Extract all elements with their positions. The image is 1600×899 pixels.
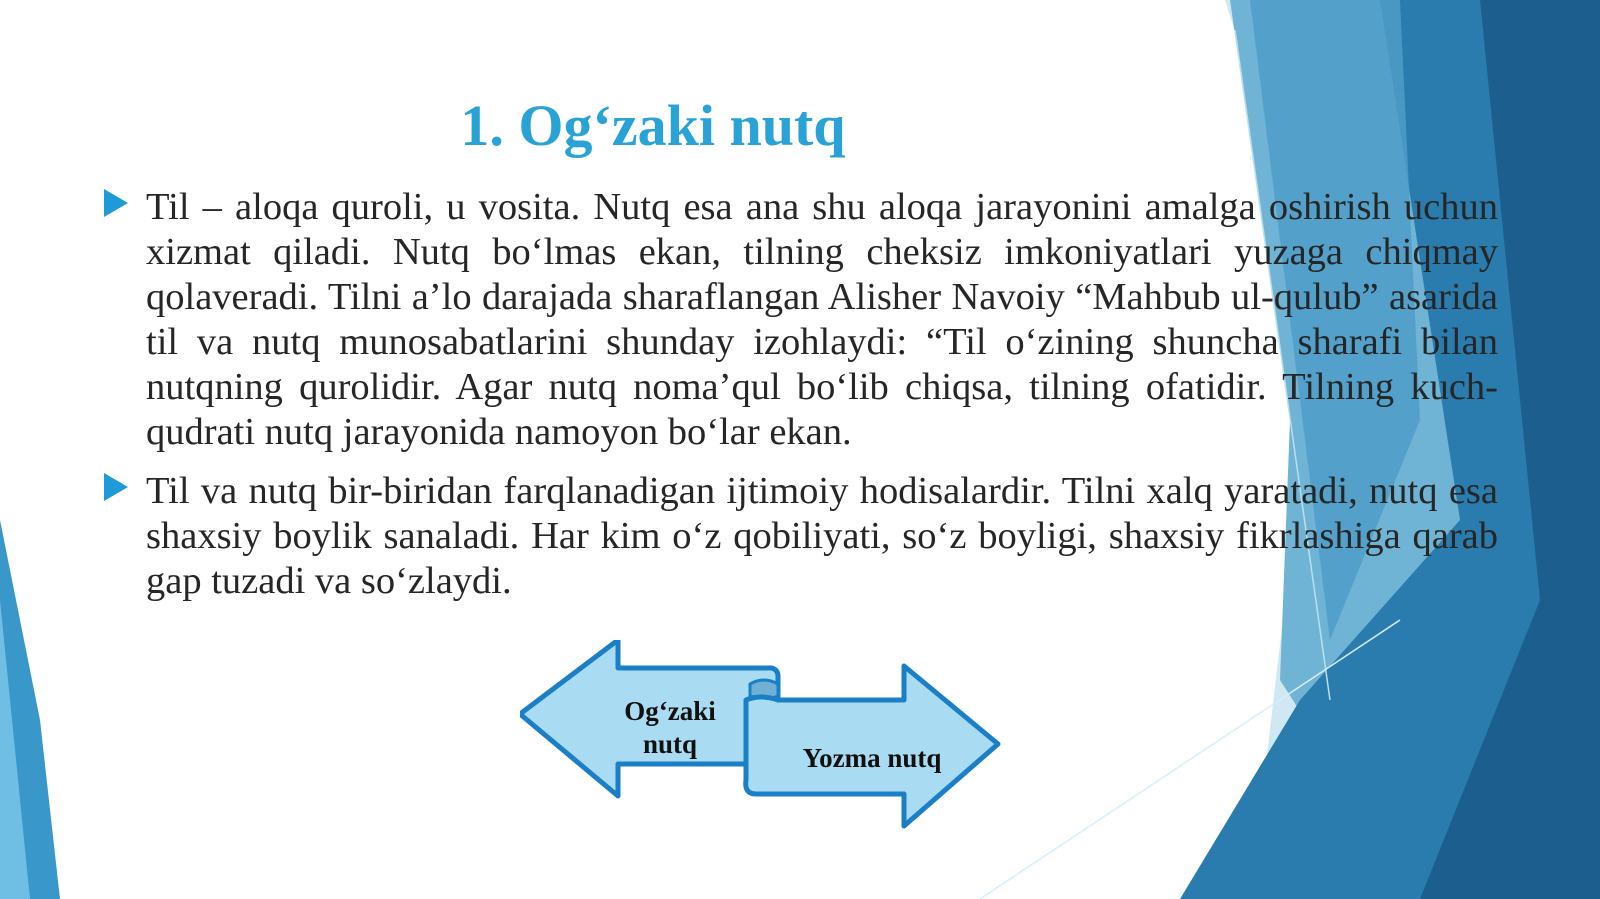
bullet-triangle-icon — [104, 473, 128, 501]
left-arrow-label: Og‘zaki nutq — [624, 696, 716, 759]
bullet-text-1: Til – aloqa quroli, u vosita. Nutq esa ana shu aloqa jarayonini amalga oshirish uchun xizmat qiladi. Nutq bo‘lmas ekan, tilning cheksiz imkoniyatlari yuzaga chiqmay qolaveradi. Tilni a’lo darajada sharaflangan Alisher Navoiy “Mahbub ul-qulub” asarida til va nutq munosabatlarini shunday izohlaydi: “Til o‘zining shuncha sharafi bilan nutqning qurolidir. Agar nutq noma’qul bo‘lib chiqsa, tilning ofatidir. Tilning kuch-qudrati nutq jarayonida namoyon bo‘lar ekan. — [146, 186, 1498, 453]
right-arrow-label: Yozma nutq — [802, 743, 942, 773]
bullet-triangle-icon — [104, 189, 128, 217]
slide-title: 1. Og‘zaki nutq — [460, 93, 846, 158]
bullet-text-2: Til va nutq bir-biridan farqlanadigan ijtimoiy hodisalardir. Tilni xalq yaratadi, nutq esa shaxsiy boylik sanaladi. Har kim o‘z qobiliyati, so‘z boyligi, shaxsiy fikrlashiga qarab gap tuzadi va so‘zlaydi. — [146, 470, 1498, 602]
bullet-item-2 — [100, 469, 1498, 604]
bullet-item-1 — [100, 185, 1498, 455]
bullet-list — [100, 185, 1498, 618]
